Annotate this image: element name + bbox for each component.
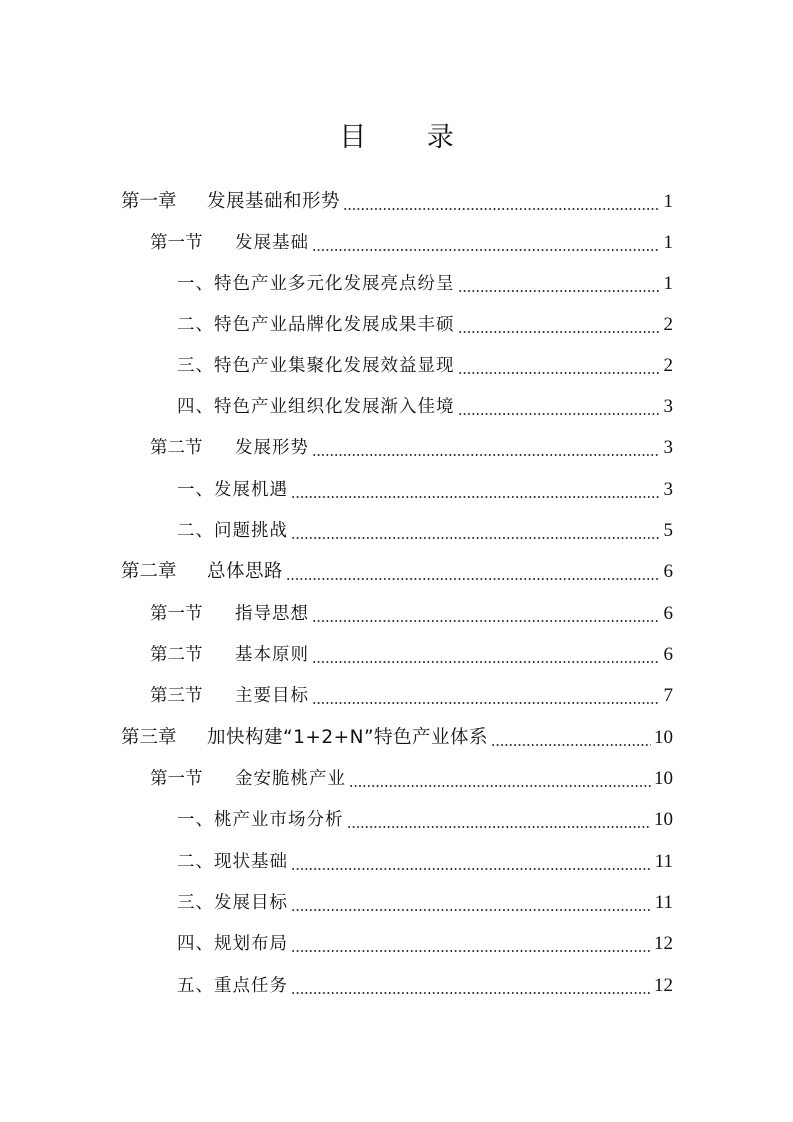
- entry-title: 发展基础: [235, 233, 309, 253]
- toc-entry-subsection[interactable]: [177, 347, 673, 385]
- dot-leader: [312, 620, 660, 622]
- entry-title: 一、特色产业多元化发展亮点纷呈: [177, 274, 455, 294]
- page-number: 10: [654, 727, 673, 748]
- toc-entry-subsection[interactable]: [177, 925, 673, 963]
- entry-title: 二、问题挑战: [177, 521, 288, 541]
- toc-entry-section[interactable]: [150, 429, 673, 467]
- page-number: 2: [663, 314, 673, 335]
- entry-title: 金安脆桃产业: [235, 769, 346, 789]
- entry-title: 二、特色产业品牌化发展成果丰硕: [177, 315, 455, 335]
- toc-entry-section[interactable]: [150, 677, 673, 715]
- page-number: 12: [654, 933, 673, 954]
- page-number: 6: [663, 561, 673, 582]
- entry-title: 总体思路: [207, 561, 284, 582]
- entry-title: 一、发展机遇: [177, 480, 288, 500]
- page-number: 12: [654, 975, 673, 996]
- toc-entry-subsection[interactable]: [177, 265, 673, 303]
- toc-entry-subsection[interactable]: [177, 843, 673, 881]
- entry-title: 指导思想: [235, 604, 309, 624]
- toc-entry-subsection[interactable]: [177, 884, 673, 922]
- entry-title: 二、现状基础: [177, 852, 288, 872]
- chapter-number: 第二章: [121, 561, 177, 582]
- entry-title: 五、重点任务: [177, 976, 288, 996]
- toc-entry-chapter[interactable]: [121, 553, 673, 591]
- toc-entry-subsection[interactable]: [177, 388, 673, 426]
- section-number: 第三节: [150, 686, 203, 706]
- toc-entry-subsection[interactable]: [177, 471, 673, 509]
- entry-title: 发展形势: [235, 438, 309, 458]
- dot-leader: [458, 372, 661, 374]
- dot-leader: [312, 454, 660, 456]
- toc-entry-subsection[interactable]: [177, 306, 673, 344]
- dot-leader: [291, 950, 651, 952]
- toc-entry-subsection[interactable]: [177, 967, 673, 1005]
- page-number: 1: [663, 191, 673, 212]
- dot-leader: [491, 744, 651, 746]
- page-number: 2: [663, 355, 673, 376]
- toc-entry-section[interactable]: [150, 636, 673, 674]
- dot-leader: [312, 249, 660, 251]
- dot-leader: [291, 909, 652, 911]
- chapter-number: 第一章: [121, 191, 177, 212]
- page-number: 5: [663, 520, 673, 541]
- dot-leader: [312, 702, 660, 704]
- page-number: 3: [663, 437, 673, 458]
- dot-leader: [291, 992, 651, 994]
- chapter-number: 第三章: [121, 727, 177, 748]
- page-number: 10: [654, 768, 673, 789]
- toc-entry-chapter[interactable]: [121, 183, 673, 221]
- section-number: 第一节: [150, 233, 203, 253]
- page-number: 6: [663, 644, 673, 665]
- page-number: 11: [654, 892, 673, 913]
- toc-entry-subsection[interactable]: [177, 512, 673, 550]
- page-number: 11: [654, 851, 673, 872]
- toc-entry-section[interactable]: [150, 224, 673, 262]
- page-number: 3: [663, 396, 673, 417]
- entry-title: 基本原则: [235, 645, 309, 665]
- toc-entry-section[interactable]: [150, 760, 673, 798]
- dot-leader: [458, 413, 661, 415]
- entry-title: 加快构建“1+2+N”特色产业体系: [207, 727, 489, 748]
- entry-title: 主要目标: [235, 686, 309, 706]
- dot-leader: [291, 537, 660, 539]
- dot-leader: [458, 290, 661, 292]
- page-number: 10: [654, 809, 673, 830]
- toc-entry-subsection[interactable]: [177, 801, 673, 839]
- dot-leader: [291, 868, 652, 870]
- section-number: 第二节: [150, 645, 203, 665]
- page-number: 7: [663, 685, 673, 706]
- toc-entry-chapter[interactable]: [121, 719, 673, 757]
- section-number: 第二节: [150, 438, 203, 458]
- dot-leader: [349, 785, 651, 787]
- dot-leader: [286, 578, 660, 580]
- section-number: 第一节: [150, 604, 203, 624]
- dot-leader: [458, 331, 661, 333]
- page-number: 1: [663, 273, 673, 294]
- page-number: 1: [663, 232, 673, 253]
- section-number: 第一节: [150, 769, 203, 789]
- entry-title: 发展基础和形势: [207, 191, 341, 212]
- entry-title: 四、规划布局: [177, 934, 288, 954]
- dot-leader: [343, 208, 660, 210]
- toc-entry-section[interactable]: [150, 595, 673, 633]
- entry-title: 三、特色产业集聚化发展效益显现: [177, 356, 455, 376]
- page-number: 6: [663, 603, 673, 624]
- entry-title: 一、桃产业市场分析: [177, 810, 344, 830]
- toc-title: 目 录: [339, 122, 480, 153]
- dot-leader: [312, 661, 660, 663]
- dot-leader: [291, 496, 660, 498]
- entry-title: 四、特色产业组织化发展渐入佳境: [177, 397, 455, 417]
- page-number: 3: [663, 479, 673, 500]
- dot-leader: [347, 826, 652, 828]
- entry-title: 三、发展目标: [177, 893, 288, 913]
